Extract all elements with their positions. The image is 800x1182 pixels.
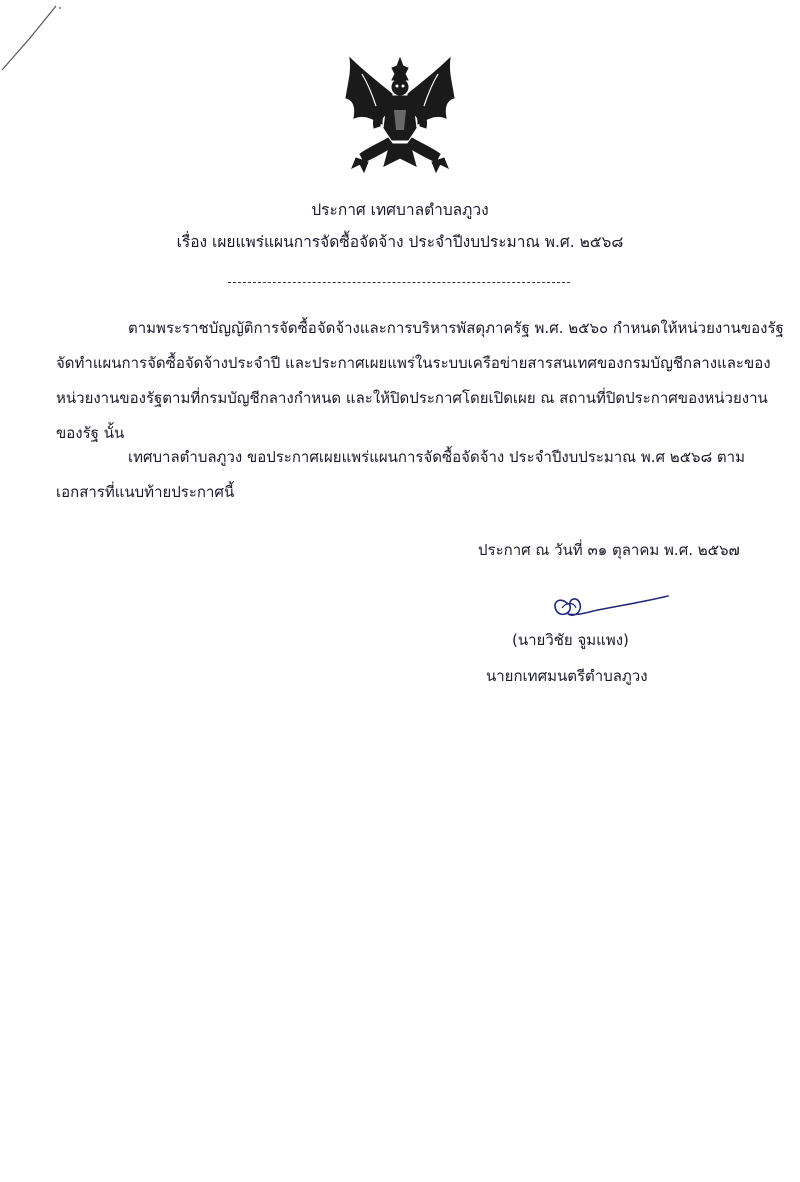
section-divider [228,282,570,283]
garuda-emblem-icon [342,54,458,174]
body-paragraph-2 [56,440,756,510]
paragraph-2-line-2: เอกสารที่แนบท้ายประกาศนี้ [56,483,235,501]
announcement-subject: เรื่อง เผยแพร่แผนการจัดซื้อจัดจ้าง ประจำปีงบประมาณ พ.ศ. ๒๕๖๘ [176,233,624,251]
paragraph-1-line-2: จัดทำแผนการจัดซื้อจัดจ้างประจำปี และประกาศเผยแพร่ในระบบเครือข่ายสารสนเทศของกรมบัญชีกลางและของ [56,354,771,372]
handwritten-signature-icon [548,588,678,624]
announcement-title: ประกาศ เทศบาลตำบลภูวง [311,201,489,219]
paragraph-1-line-1: ตามพระราชบัญญัติการจัดซื้อจัดจ้างและการบริหารพัสดุภาครัฐ พ.ศ. ๒๕๖๐ กำหนดให้หน่วยงานของรัฐ [128,319,784,337]
body-paragraph-1 [56,311,784,451]
signer-name: (นายวิชัย จูมแพง) [512,631,629,649]
announcement-date: ประกาศ ณ วันที่ ๓๑ ตุลาคม พ.ศ. ๒๕๖๗ [478,541,740,559]
scan-mark-icon [0,0,70,80]
paragraph-1-line-3: หน่วยงานของรัฐตามที่กรมบัญชีกลางกำหนด และให้ปิดประกาศโดยเปิดเผย ณ สถานที่ปิดประกาศของหน่วยงาน [56,389,768,407]
signer-position: นายกเทศมนตรีตำบลภูวง [486,667,648,685]
paragraph-2-line-1: เทศบาลตำบลภูวง ขอประกาศเผยแพร่แผนการจัดซื้อจัดจ้าง ประจำปีงบประมาณ พ.ศ ๒๕๖๘ ตาม [128,448,745,466]
paragraph-1-line-4: ของรัฐ นั้น [56,424,125,442]
